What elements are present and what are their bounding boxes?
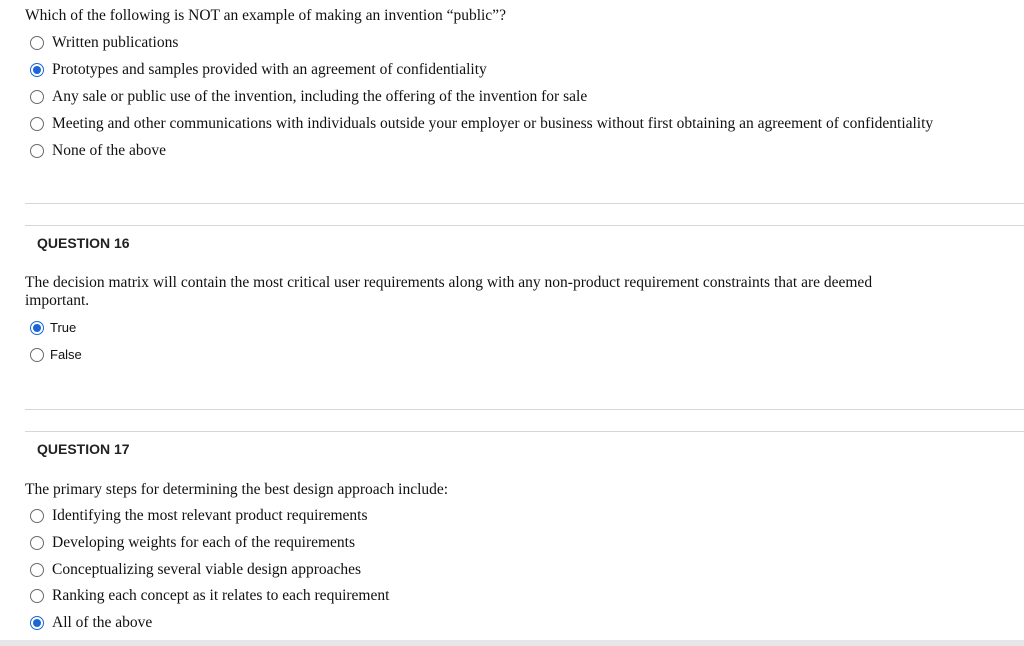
divider — [25, 203, 1024, 204]
q17-option-3[interactable] — [30, 561, 361, 579]
radio-button[interactable] — [30, 36, 44, 50]
option-label: Prototypes and samples provided with an agreement of confidentiality — [52, 61, 487, 78]
option-label: Any sale or public use of the invention, including the offering of the invention for sale — [52, 88, 588, 105]
q15-option-1[interactable] — [30, 34, 178, 52]
option-label: Meeting and other communications with individuals outside your employer or business without first obtaining an agreement of confidentiality — [52, 115, 934, 132]
radio-button[interactable] — [30, 90, 44, 104]
radio-button-selected[interactable] — [30, 321, 44, 335]
radio-button[interactable] — [30, 563, 44, 577]
option-label: Ranking each concept as it relates to each requirement — [52, 587, 390, 604]
radio-button[interactable] — [30, 589, 44, 603]
question-16-text-line-2: important. — [25, 292, 90, 309]
option-label: Identifying the most relevant product requirements — [52, 507, 368, 524]
option-label: False — [50, 347, 82, 362]
radio-button-selected[interactable] — [30, 616, 44, 630]
bottom-edge — [0, 640, 1024, 646]
question-17-header: QUESTION 17 — [37, 441, 130, 457]
question-16-text — [25, 274, 872, 310]
q15-option-3[interactable] — [30, 88, 587, 106]
option-label: Written publications — [52, 34, 179, 51]
q15-option-5[interactable] — [30, 142, 166, 160]
option-label: None of the above — [52, 142, 167, 159]
question-16-header: QUESTION 16 — [37, 235, 130, 251]
radio-button[interactable] — [30, 348, 44, 362]
radio-button[interactable] — [30, 117, 44, 131]
q16-option-true[interactable] — [30, 320, 76, 335]
q17-option-5[interactable] — [30, 614, 152, 632]
q17-option-1[interactable] — [30, 507, 368, 525]
divider — [25, 409, 1024, 410]
divider — [25, 225, 1024, 226]
q16-option-false[interactable] — [30, 347, 82, 362]
q17-option-2[interactable] — [30, 534, 355, 552]
question-17-text: The primary steps for determining the best design approach include: — [25, 481, 449, 498]
divider — [25, 431, 1024, 432]
radio-button-selected[interactable] — [30, 63, 44, 77]
radio-button[interactable] — [30, 144, 44, 158]
option-label: Developing weights for each of the requirements — [52, 534, 356, 551]
radio-button[interactable] — [30, 509, 44, 523]
q15-option-2[interactable] — [30, 61, 487, 79]
question-16-text-line-1: The decision matrix will contain the most critical user requirements along with any non-product requirement constraints that are deemed — [25, 274, 873, 291]
option-label: All of the above — [52, 614, 153, 631]
option-label: True — [50, 320, 77, 335]
q15-option-4[interactable] — [30, 115, 933, 133]
q17-option-4[interactable] — [30, 587, 389, 605]
radio-button[interactable] — [30, 536, 44, 550]
question-15-text: Which of the following is NOT an example of making an invention “public”? — [25, 7, 506, 24]
option-label: Conceptualizing several viable design approaches — [52, 561, 362, 578]
